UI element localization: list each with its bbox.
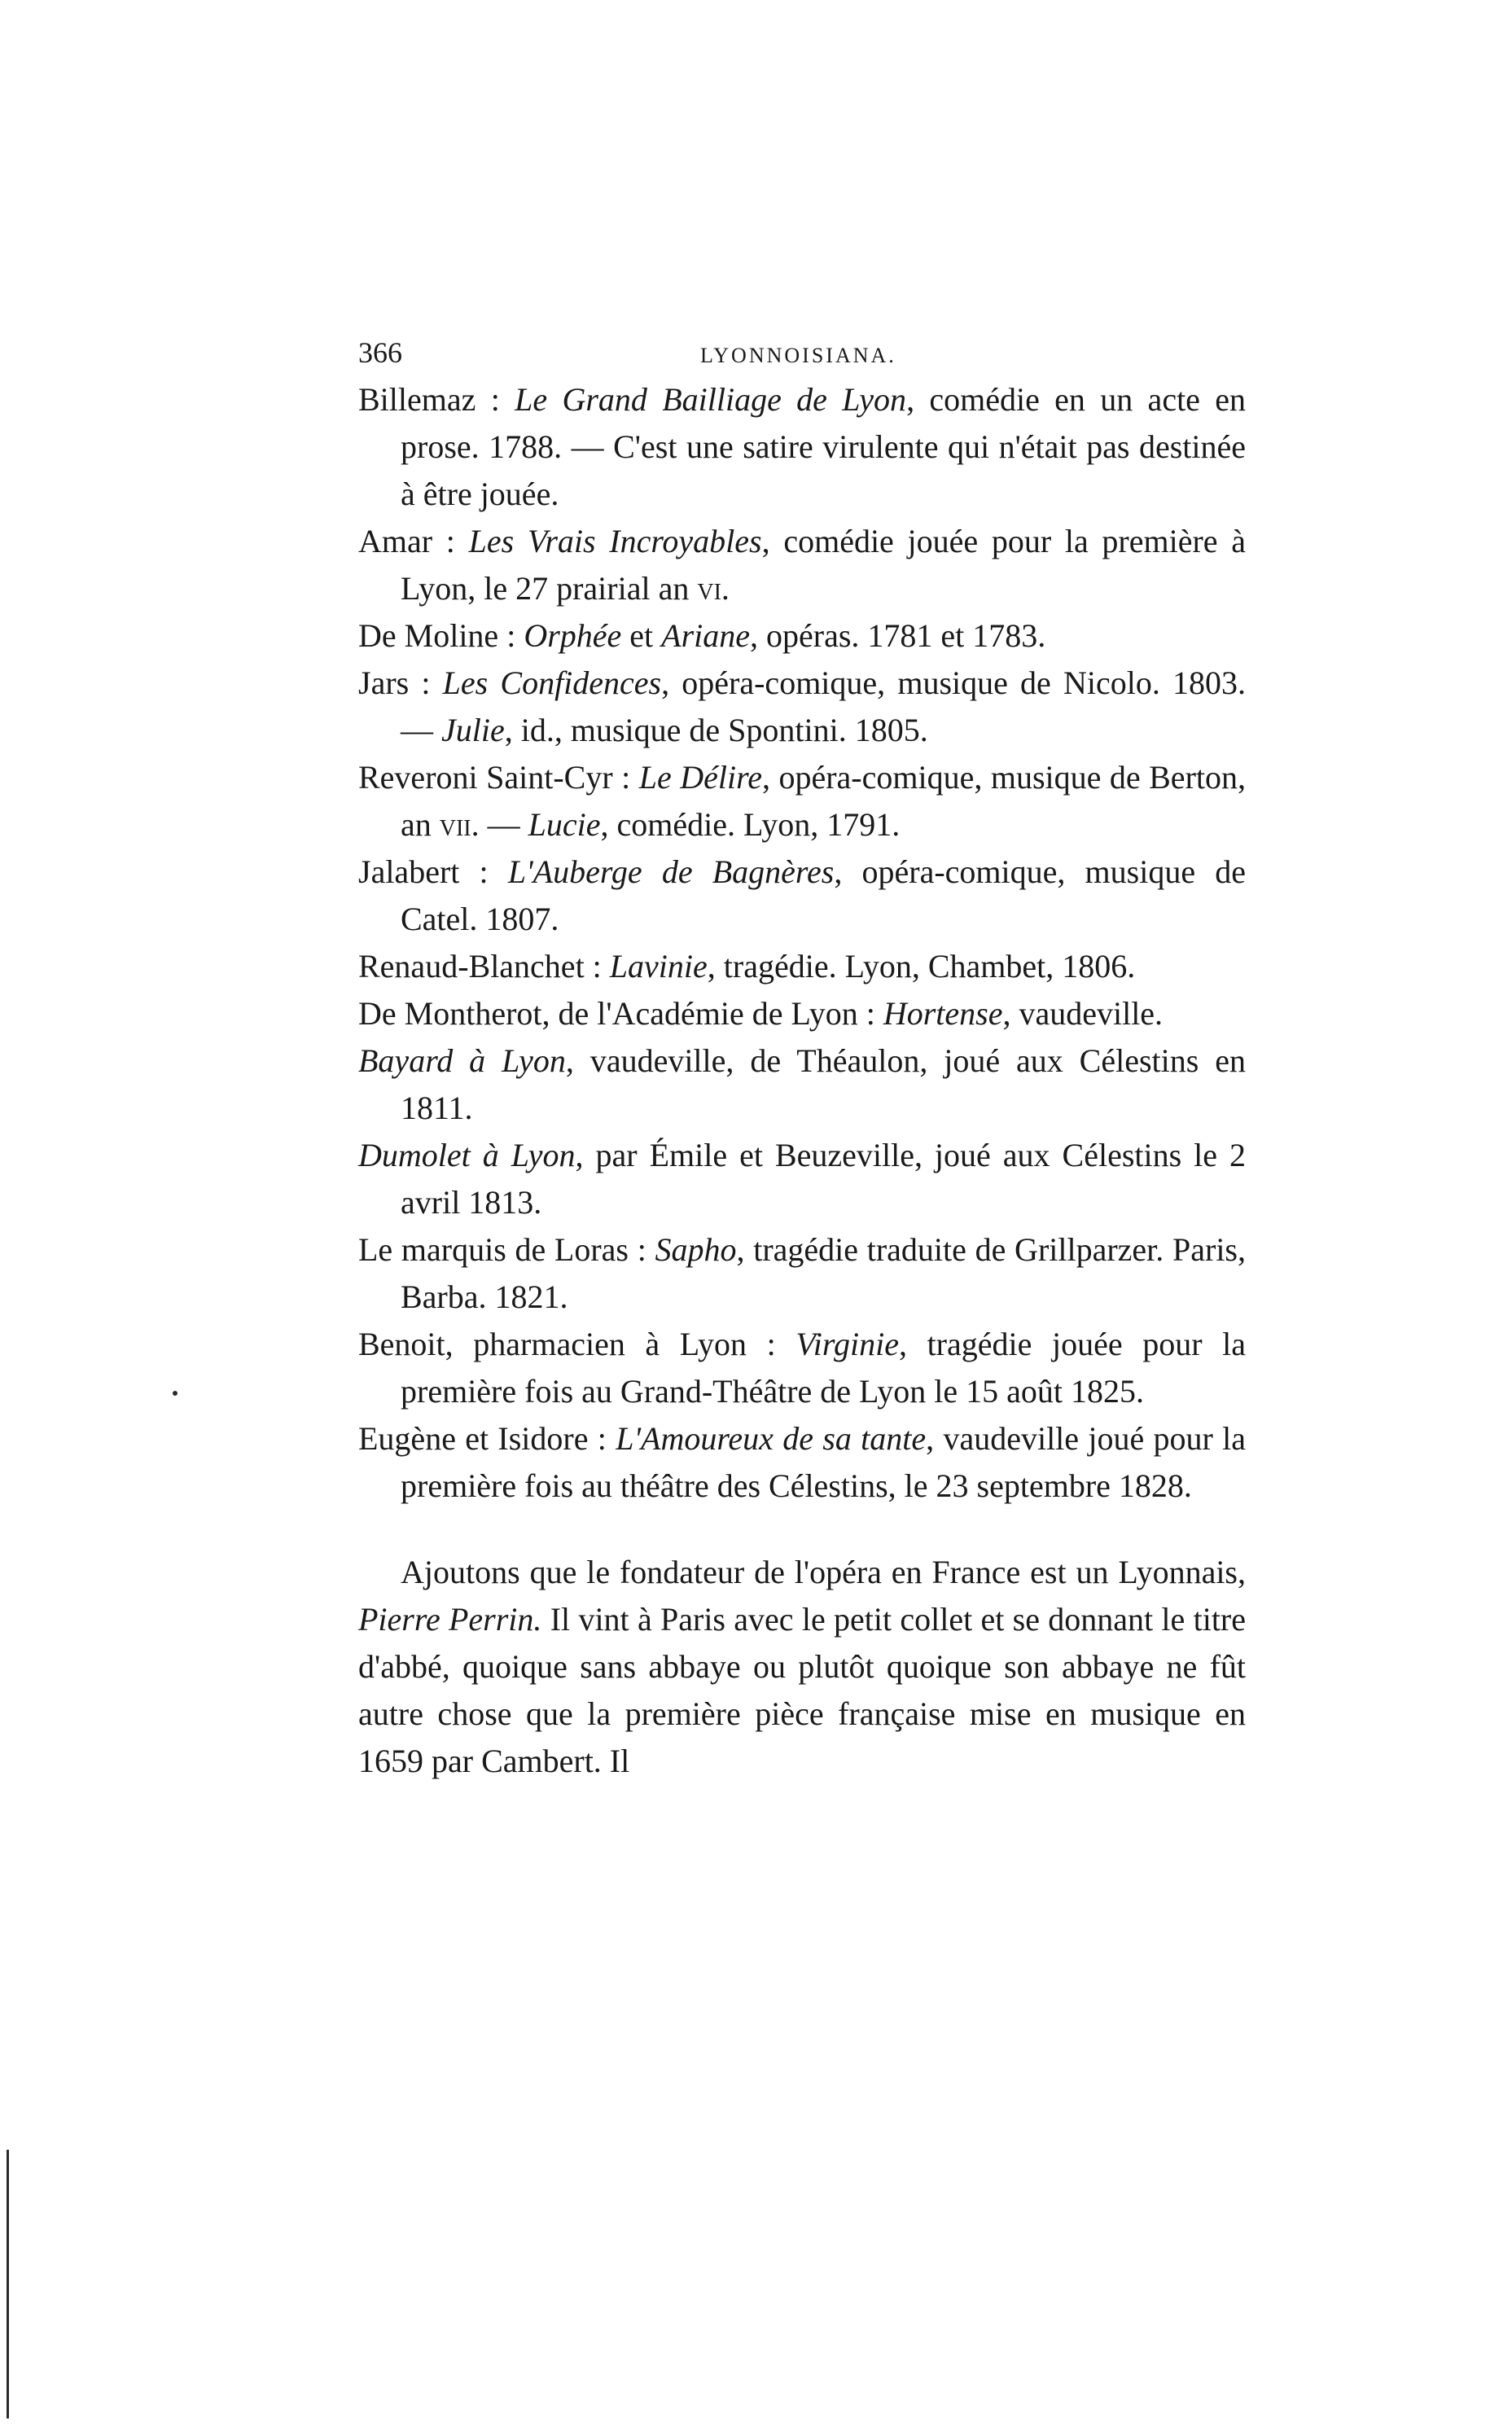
list-item: Amar : Les Vrais Incroyables, comédie jouée pour la première à Lyon, le 27 prairial an vi. (358, 523, 1247, 607)
work-title: Lucie (528, 806, 601, 843)
list-item: Jars : Les Confidences, opéra-comique, musique de Nicolo. 1803. — Julie, id., musique de Spontini. 1805. (358, 664, 1246, 748)
work-title: Julie (441, 712, 505, 748)
bibliography-list (358, 376, 1246, 1785)
list-item: Renaud-Blanchet : Lavinie, tragédie. Lyon, Chambet, 1806. (358, 948, 1136, 984)
page-number: 366 (358, 336, 402, 369)
work-title: Orphée (524, 617, 622, 654)
list-item: Jalabert : L'Auberge de Bagnères, opéra-comique, musique de Catel. 1807. (358, 853, 1247, 937)
list-item: Dumolet à Lyon, par Émile et Beuzeville, joué aux Célestins le 2 avril 1813. (358, 1137, 1247, 1221)
margin-mark (7, 2150, 9, 2418)
running-head (358, 332, 1238, 373)
work-title: Le Délire (638, 759, 762, 796)
work-title: Les Vrais Incroyables (468, 523, 762, 559)
work-title: Bayard à Lyon (358, 1042, 566, 1079)
running-title: LYONNOISIANA. (700, 344, 896, 367)
list-item: Eugène et Isidore : L'Amoureux de sa tante, vaudeville joué pour la première fois au théâtre des Célestins, le 23 septembre 1828. (358, 1420, 1247, 1504)
list-item: De Montherot, de l'Académie de Lyon : Hortense, vaudeville. (358, 995, 1164, 1032)
list-item: Le marquis de Loras : Sapho, tragédie traduite de Grillparzer. Paris, Barba. 1821. (358, 1231, 1246, 1315)
list-item: Reveroni Saint-Cyr : Le Délire, opéra-comique, musique de Berton, an vii. — Lucie, comédie. Lyon, 1791. (358, 759, 1246, 843)
body-paragraph: Ajoutons que le fondateur de l'opéra en France est un Lyonnais, Pierre Perrin. Il vint à Paris avec le petit collet et se donnant le titre d'abbé, quoique sans abbaye ou plutôt quoique son abbaye ne fût autre chose que la première pièce française mise en musique en 1659 par Cambert. Il (358, 1554, 1247, 1779)
work-title: Sapho (655, 1231, 737, 1268)
work-title: Virginie (795, 1326, 899, 1362)
work-title: Les Confidences (442, 664, 662, 701)
list-item: De Moline : Orphée et Ariane, opéras. 1781 et 1783. (358, 617, 1046, 654)
work-title: Dumolet à Lyon (358, 1137, 576, 1173)
list-item: Bayard à Lyon, vaudeville, de Théaulon, joué aux Célestins en 1811. (358, 1042, 1246, 1126)
work-title: L'Amoureux de sa tante (616, 1420, 927, 1457)
list-item: Billemaz : Le Grand Bailliage de Lyon, comédie en un acte en prose. 1788. — C'est une satire virulente qui n'était pas destinée à être jouée. (358, 381, 1247, 512)
work-title: L'Auberge de Bagnères (507, 853, 835, 890)
work-title: Lavinie (609, 948, 708, 984)
work-title: Le Grand Bailliage de Lyon (515, 381, 907, 418)
paragraph-gap (358, 1510, 1246, 1549)
list-item: Benoit, pharmacien à Lyon : Virginie, tragédie jouée pour la première fois au Grand-Théâtre de Lyon le 15 août 1825. (358, 1326, 1246, 1410)
person-name: Pierre Perrin. (358, 1601, 542, 1638)
margin-dot (173, 1391, 177, 1396)
work-title: Hortense (883, 995, 1003, 1032)
work-title: Ariane (661, 617, 751, 654)
